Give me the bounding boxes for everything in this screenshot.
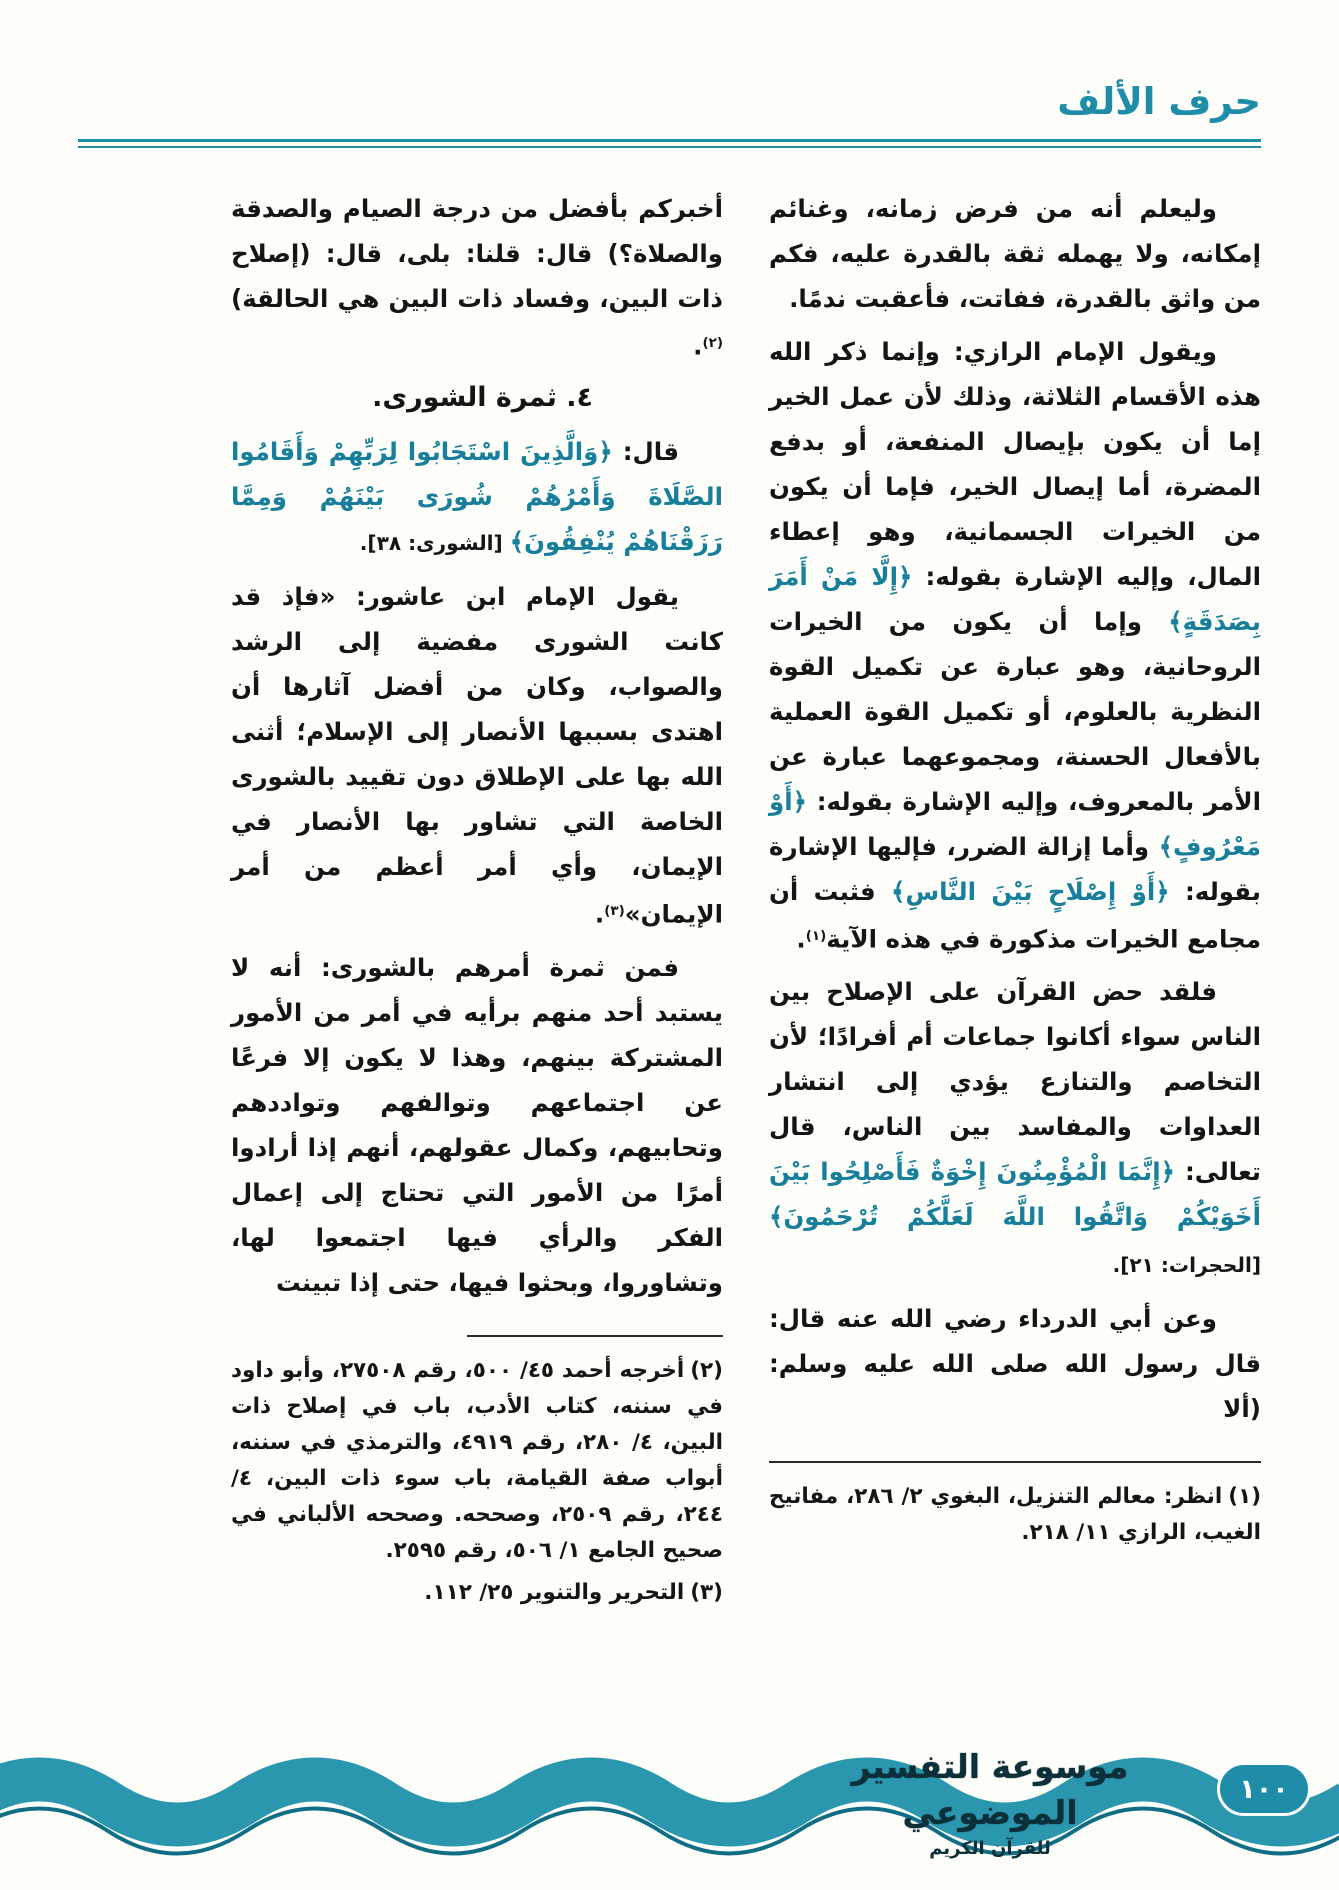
verse-citation: [الشورى: ٣٨].	[359, 531, 510, 556]
quran-verse: ﴿إِلَّا مَنْ أَمَرَ بِصَدَقَةٍ﴾	[769, 562, 1261, 636]
paragraph	[769, 1296, 1261, 1431]
paragraph	[231, 945, 723, 1305]
two-column-text	[78, 186, 1261, 1617]
page-content	[78, 80, 1261, 1617]
footer-band	[0, 1722, 1339, 1890]
text-run: فمن ثمرة أمرهم بالشورى: أنه لا يستبد أحد منهم برأيه في أمر من الأمور المشتركة بينهم، وهذا لا يكون إلا فرعًا عن اجتماعهم وتوالفهم وتواددهم وتحابيهم، وكمال عقولهم، أنهم إذا أرادوا أمرًا من الأمور التي تحتاج إلى إعمال الفكر والرأي فيها اجتمعوا لها، وتشاوروا، وبحثوا فيها، حتى إذا تبينت	[231, 952, 723, 1297]
footnotes-left	[231, 1335, 723, 1611]
text-run: .	[594, 899, 605, 929]
text-run: .	[693, 331, 703, 361]
header-rule	[78, 139, 1261, 148]
column-left	[231, 186, 723, 1617]
paragraph	[231, 574, 723, 936]
text-run: قال:	[612, 437, 679, 467]
text-run: ويقول الإمام الرازي: وإنما ذكر الله هذه الأقسام الثلاثة، وذلك لأن عمل الخير إما أن يكون بإيصال المنفعة، أو بدفع المضرة، أما إيصال الخير، فإما أن يكون من الخيرات الجسمانية، وهو إعطاء المال، وإليه الإشارة بقوله:	[769, 337, 1261, 591]
chapter-heading: حرف الألف	[1057, 80, 1261, 123]
page-number-badge	[1217, 1762, 1311, 1816]
footnote-marker: (٣)	[690, 1579, 723, 1605]
encyclopedia-emblem	[818, 1744, 1162, 1862]
footnote	[231, 1353, 723, 1569]
footnote	[769, 1479, 1261, 1551]
footnote	[231, 1575, 723, 1611]
page-number: ١٠٠	[1239, 1773, 1289, 1805]
paragraph	[231, 186, 723, 368]
text-run: وإما أن يكون من الخيرات الروحانية، وهو عبارة عن تكميل القوة النظرية بالعلوم، أو تكميل القوة العملية بالأفعال الحسنة، ومجموعهما عبارة عن الأمر بالمعروف، وإليه الإشارة بقوله:	[769, 607, 1261, 816]
text-run: وأما إزالة الضرر، فإليها الإشارة بقوله:	[769, 832, 1261, 906]
footnote-separator	[769, 1461, 1261, 1463]
footnote-text: انظر: معالم التنزيل، البغوي ٢/ ٢٨٦، مفاتيح الغيب، الرازي ١١/ ٢١٨.	[769, 1484, 1261, 1546]
paragraph	[769, 186, 1261, 321]
text-run: فلقد حض القرآن على الإصلاح بين الناس سواء أكانوا جماعات أم أفرادًا؛ لأن التخاصم والتنازع يؤدي إلى انتشار العداوات والمفاسد بين الناس، قال تعالى:	[769, 977, 1262, 1187]
footnote-ref: (١)	[805, 928, 827, 944]
text-run: وليعلم أنه من فرض زمانه، وغنائم إمكانه، ولا يهمله ثقة بالقدرة عليه، فكم من واثق بالقدرة، ففاتت، فأعقبت ندمًا.	[769, 194, 1261, 313]
footnote-separator	[467, 1335, 723, 1337]
quran-verse: ﴿أَوْ مَعْرُوفٍ﴾	[769, 787, 1261, 861]
quran-verse: ﴿إِنَّمَا الْمُؤْمِنُونَ إِخْوَةٌ فَأَصْلِحُوا بَيْنَ أَخَوَيْكُمْ وَاتَّقُوا اللَّهَ لَعَلَّكُمْ تُرْحَمُونَ﴾	[769, 1157, 1261, 1232]
text-run: .	[796, 924, 806, 954]
section-heading: ٤. ثمرة الشورى.	[372, 382, 593, 414]
quran-verse: ﴿أَوْ إِصْلَاحٍ بَيْنَ النَّاسِ﴾	[891, 877, 1170, 906]
text-run: وعن أبي الدرداء رضي الله عنه قال: قال رسول الله صلى الله عليه وسلم: (ألا	[769, 1304, 1261, 1424]
paragraph	[769, 969, 1261, 1288]
paragraph	[769, 329, 1261, 961]
footnote-ref: (٢)	[702, 335, 723, 351]
text-run: أخبركم بأفضل من درجة الصيام والصدقة والصلاة؟) قال: قلنا: بلى، قال: (إصلاح ذات البين، وفساد ذات البين هي الحالقة)	[231, 194, 723, 313]
footnote-ref: (٣)	[604, 903, 625, 920]
footnote-text: التحرير والتنوير ٢٥/ ١١٢.	[424, 1579, 685, 1605]
paragraph	[231, 429, 723, 566]
footnotes-right	[769, 1461, 1261, 1551]
footnote-marker: (١)	[1228, 1484, 1262, 1510]
footnote-marker: (٢)	[690, 1357, 723, 1383]
emblem-title: موسوعة التفسير الموضوعي	[851, 1747, 1129, 1832]
column-right	[769, 186, 1261, 1557]
text-run: يقول الإمام ابن عاشور: «فإذ قد كانت الشورى مفضية إلى الرشد والصواب، وكان من أفضل آثارها أن اهتدى بسببها الأنصار إلى الإسلام؛ أثنى الله بها على الإطلاق دون تقييد بالشورى الخاصة التي تشاور بها الأنصار في الإيمان، وأي أمر أعظم من أمر الإيمان»	[231, 582, 723, 929]
emblem-subtitle: للقرآن الكريم	[929, 1838, 1051, 1859]
quran-verse: ﴿وَالَّذِينَ اسْتَجَابُوا لِرَبِّهِمْ وَأَقَامُوا الصَّلَاةَ وَأَمْرُهُمْ شُورَى بَيْنَهُمْ وَمِمَّا رَزَقْنَاهُمْ يُنْفِقُونَ﴾	[231, 437, 723, 557]
page-header	[78, 80, 1261, 148]
footnote-text: أخرجه أحمد ٤٥/ ٥٠٠، رقم ٢٧٥٠٨، وأبو داود في سننه، كتاب الأدب، باب في إصلاح ذات البين، ٤/ ٢٨٠، رقم ٤٩١٩، والترمذي في سننه، أبواب صفة القيامة، باب سوء ذات البين، ٤/ ٢٤٤، رقم ٢٥٠٩، وصححه. وصححه الألباني في صحيح الجامع ١/ ٥٠٦، رقم ٢٥٩٥.	[231, 1357, 724, 1563]
text-run: فثبت أن مجامع الخيرات مذكورة في هذه الآية	[769, 877, 1261, 954]
verse-citation: [الحجرات: ٢١].	[1112, 1253, 1261, 1278]
